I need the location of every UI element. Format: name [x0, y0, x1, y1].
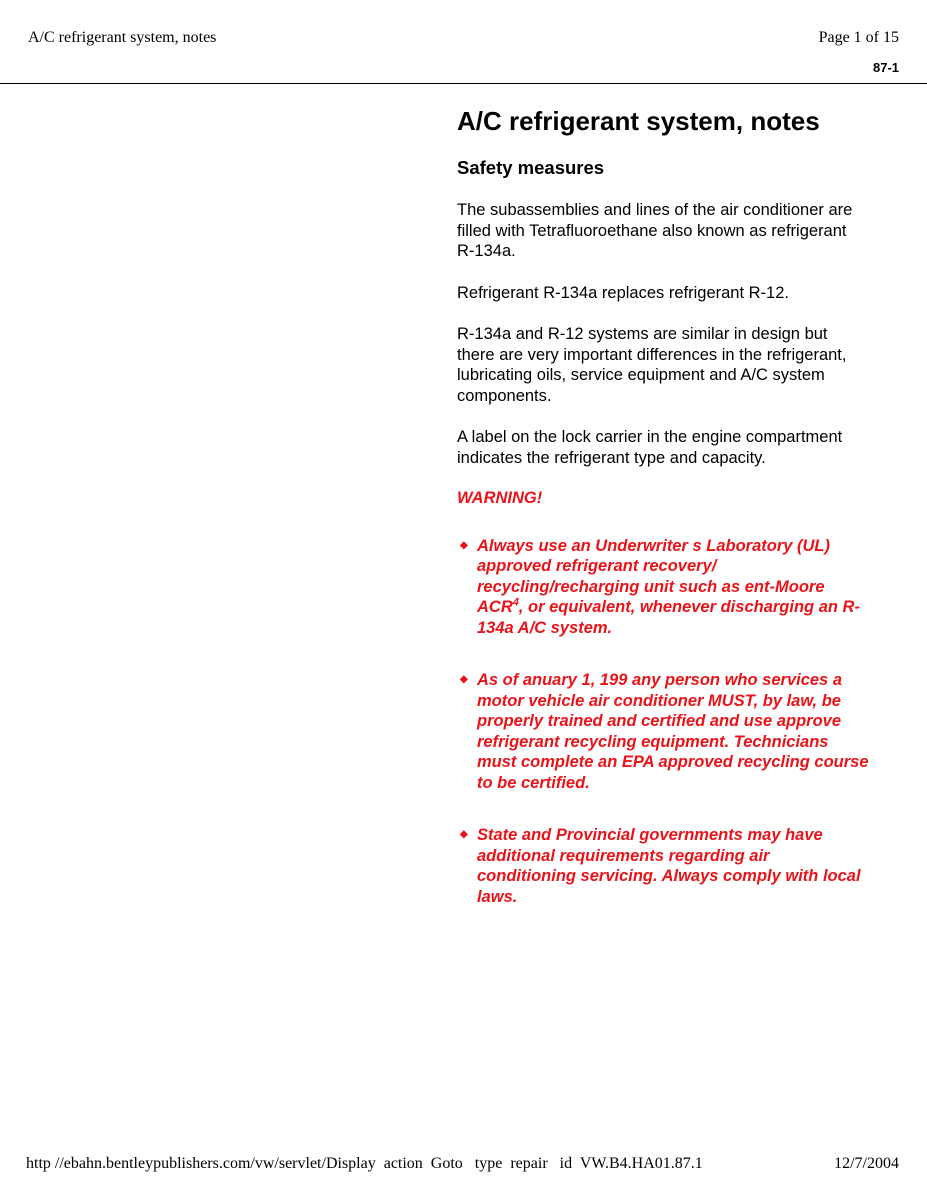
- warning-bullet-text: Always use an Underwriter s Laboratory (UL) approved refrigerant recovery/ recycling/recharging unit such as ent-Moore ACR$^4$, or equivalent, whenever discharging an R-134a A/C system.: [477, 536, 860, 637]
- main-content: [457, 105, 877, 939]
- page-title: A/C refrigerant system, notes: [457, 106, 820, 136]
- warning-bullet-item: [457, 670, 872, 793]
- header-divider: [0, 83, 927, 84]
- diamond-bullet-icon: ◆: [460, 829, 468, 840]
- warning-label: WARNING!: [457, 489, 543, 507]
- paragraph: R-134a and R-12 systems are similar in design but there are very important differences in the refrigerant, lubricating oils, service equipment and A/C system components.: [457, 325, 847, 405]
- source-url: http //ebahn.bentleypublishers.com/vw/servlet/Display action Goto type repair id VW.B4.HA01.87.1: [26, 1155, 703, 1172]
- warning-bullet-item: [457, 536, 872, 639]
- superscript: 4: [512, 596, 519, 609]
- section-code: 87-1: [872, 60, 899, 75]
- warning-bullet-text: State and Provincial governments may have additional requirements regarding air conditioning servicing. Always comply with local laws.: [477, 826, 861, 906]
- paragraph: Refrigerant R-134a replaces refrigerant R-12.: [457, 283, 789, 302]
- warning-list: [457, 536, 877, 908]
- print-date: 12/7/2004: [834, 1155, 899, 1172]
- warning-bullet-text: As of anuary 1, 199 any person who services a motor vehicle air conditioner MUST, by law, be properly trained and certified and use approve refrigerant recycling equipment. Technicians must complete an EPA approved recycling course to be certified.: [477, 671, 869, 792]
- page-indicator: Page 1 of 15: [818, 29, 899, 46]
- diamond-bullet-icon: ◆: [460, 674, 468, 685]
- paragraph: The subassemblies and lines of the air conditioner are filled with Tetrafluoroethane also known as refrigerant R-134a.: [457, 201, 853, 260]
- section-subtitle: Safety measures: [457, 157, 605, 178]
- paragraph: A label on the lock carrier in the engine compartment indicates the refrigerant type and capacity.: [457, 428, 843, 467]
- document-title-header: A/C refrigerant system, notes: [28, 29, 217, 46]
- warning-bullet-item: [457, 825, 872, 907]
- diamond-bullet-icon: ◆: [460, 539, 468, 551]
